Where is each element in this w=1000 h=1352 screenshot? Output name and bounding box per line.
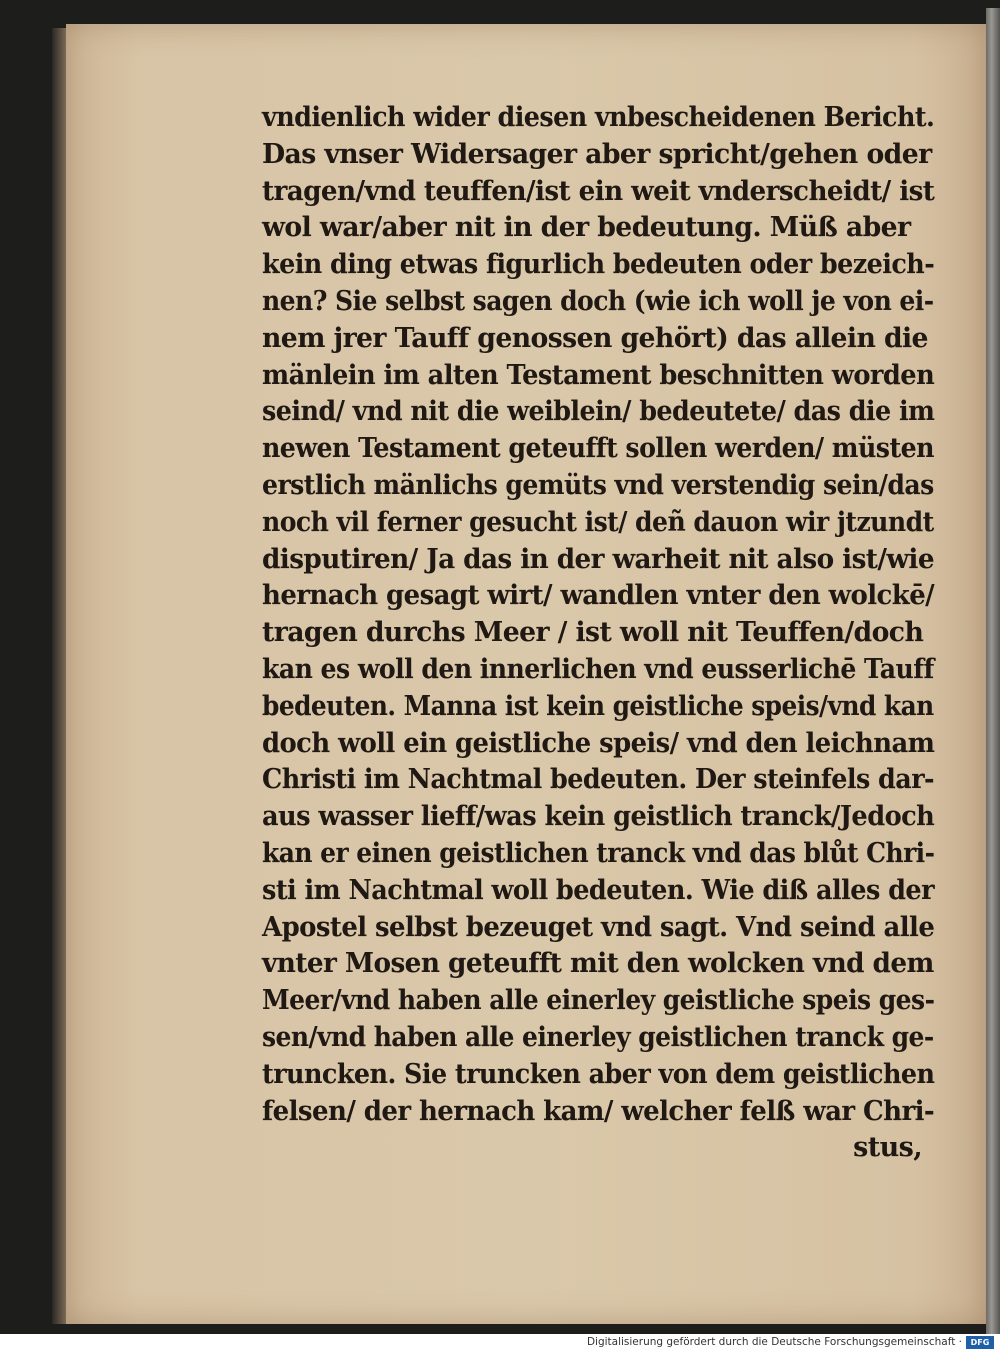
text-line: truncken. Sie truncken aber von dem geistlichen bbox=[262, 1058, 935, 1090]
text-line: nen? Sie selbst sagen doch (wie ich woll je von ei- bbox=[262, 285, 934, 317]
dfg-logo: DFG bbox=[966, 1336, 994, 1349]
text-line: sti im Nachtmal woll bedeuten. Wie diß alles der bbox=[262, 874, 934, 906]
text-line: kan es woll den innerlichen vnd eusserlichē Tauff bbox=[262, 653, 934, 685]
catchword: stus, bbox=[853, 1132, 922, 1164]
binding-edge bbox=[52, 28, 66, 1324]
text-line: tragen/vnd teuffen/ist ein weit vnderscheidt/ ist bbox=[262, 175, 935, 207]
footer-bar bbox=[0, 1334, 1000, 1352]
text-line: newen Testament geteufft sollen werden/ müsten bbox=[262, 433, 934, 465]
text-line: Das vnser Widersager aber spricht/gehen oder bbox=[262, 138, 932, 170]
text-line: aus wasser lieff/was kein geistlich tranck/Jedoch bbox=[262, 801, 935, 833]
text-line: erstlich mänlichs gemüts vnd verstendig sein/das bbox=[262, 469, 934, 501]
page-text-block bbox=[262, 100, 942, 1167]
text-line: disputiren/ Ja das in der warheit nit also ist/wie bbox=[262, 543, 934, 575]
text-line: kein ding etwas figurlich bedeuten oder bezeich- bbox=[262, 249, 935, 281]
text-line: bedeuten. Manna ist kein geistliche speis/vnd kan bbox=[262, 690, 934, 722]
page-stack-edge bbox=[986, 8, 1000, 1334]
text-line: vndienlich wider diesen vnbescheidenen Bericht. bbox=[262, 102, 935, 133]
text-line: Christi im Nachtmal bedeuten. Der steinfels dar- bbox=[262, 764, 935, 796]
text-line: doch woll ein geistliche speis/ vnd den leichnam bbox=[262, 727, 935, 759]
text-line: nem jrer Tauff genossen gehört) das allein die bbox=[262, 322, 928, 354]
text-line: mänlein im alten Testament beschnitten worden bbox=[262, 359, 935, 391]
text-line: Meer/vnd haben alle einerley geistliche speis ges- bbox=[262, 985, 935, 1017]
text-line: vnter Mosen geteufft mit den wolcken vnd dem bbox=[262, 948, 934, 980]
text-line: kan er einen geistlichen tranck vnd das blůt Chri- bbox=[262, 837, 935, 869]
text-line: sen/vnd haben alle einerley geistlichen tranck ge- bbox=[262, 1021, 934, 1053]
text-line: hernach gesagt wirt/ wandlen vnter den wolckē/ bbox=[262, 580, 935, 612]
text-line: tragen durchs Meer / ist woll nit Teuffen/doch bbox=[262, 617, 924, 649]
text-line: wol war/aber nit in der bedeutung. Müß aber bbox=[262, 212, 911, 244]
text-line: Apostel selbst bezeuget vnd sagt. Vnd seind alle bbox=[262, 911, 935, 943]
text-line: seind/ vnd nit die weiblein/ bedeutete/ das die im bbox=[262, 396, 935, 428]
text-line: felsen/ der hernach kam/ welcher felß war Chri- bbox=[262, 1095, 935, 1127]
digitization-credit: Digitalisierung gefördert durch die Deutsche Forschungsgemeinschaft · bbox=[586, 1336, 962, 1348]
text-line: noch vil ferner gesucht ist/ deñ dauon wir jtzundt bbox=[262, 506, 934, 538]
